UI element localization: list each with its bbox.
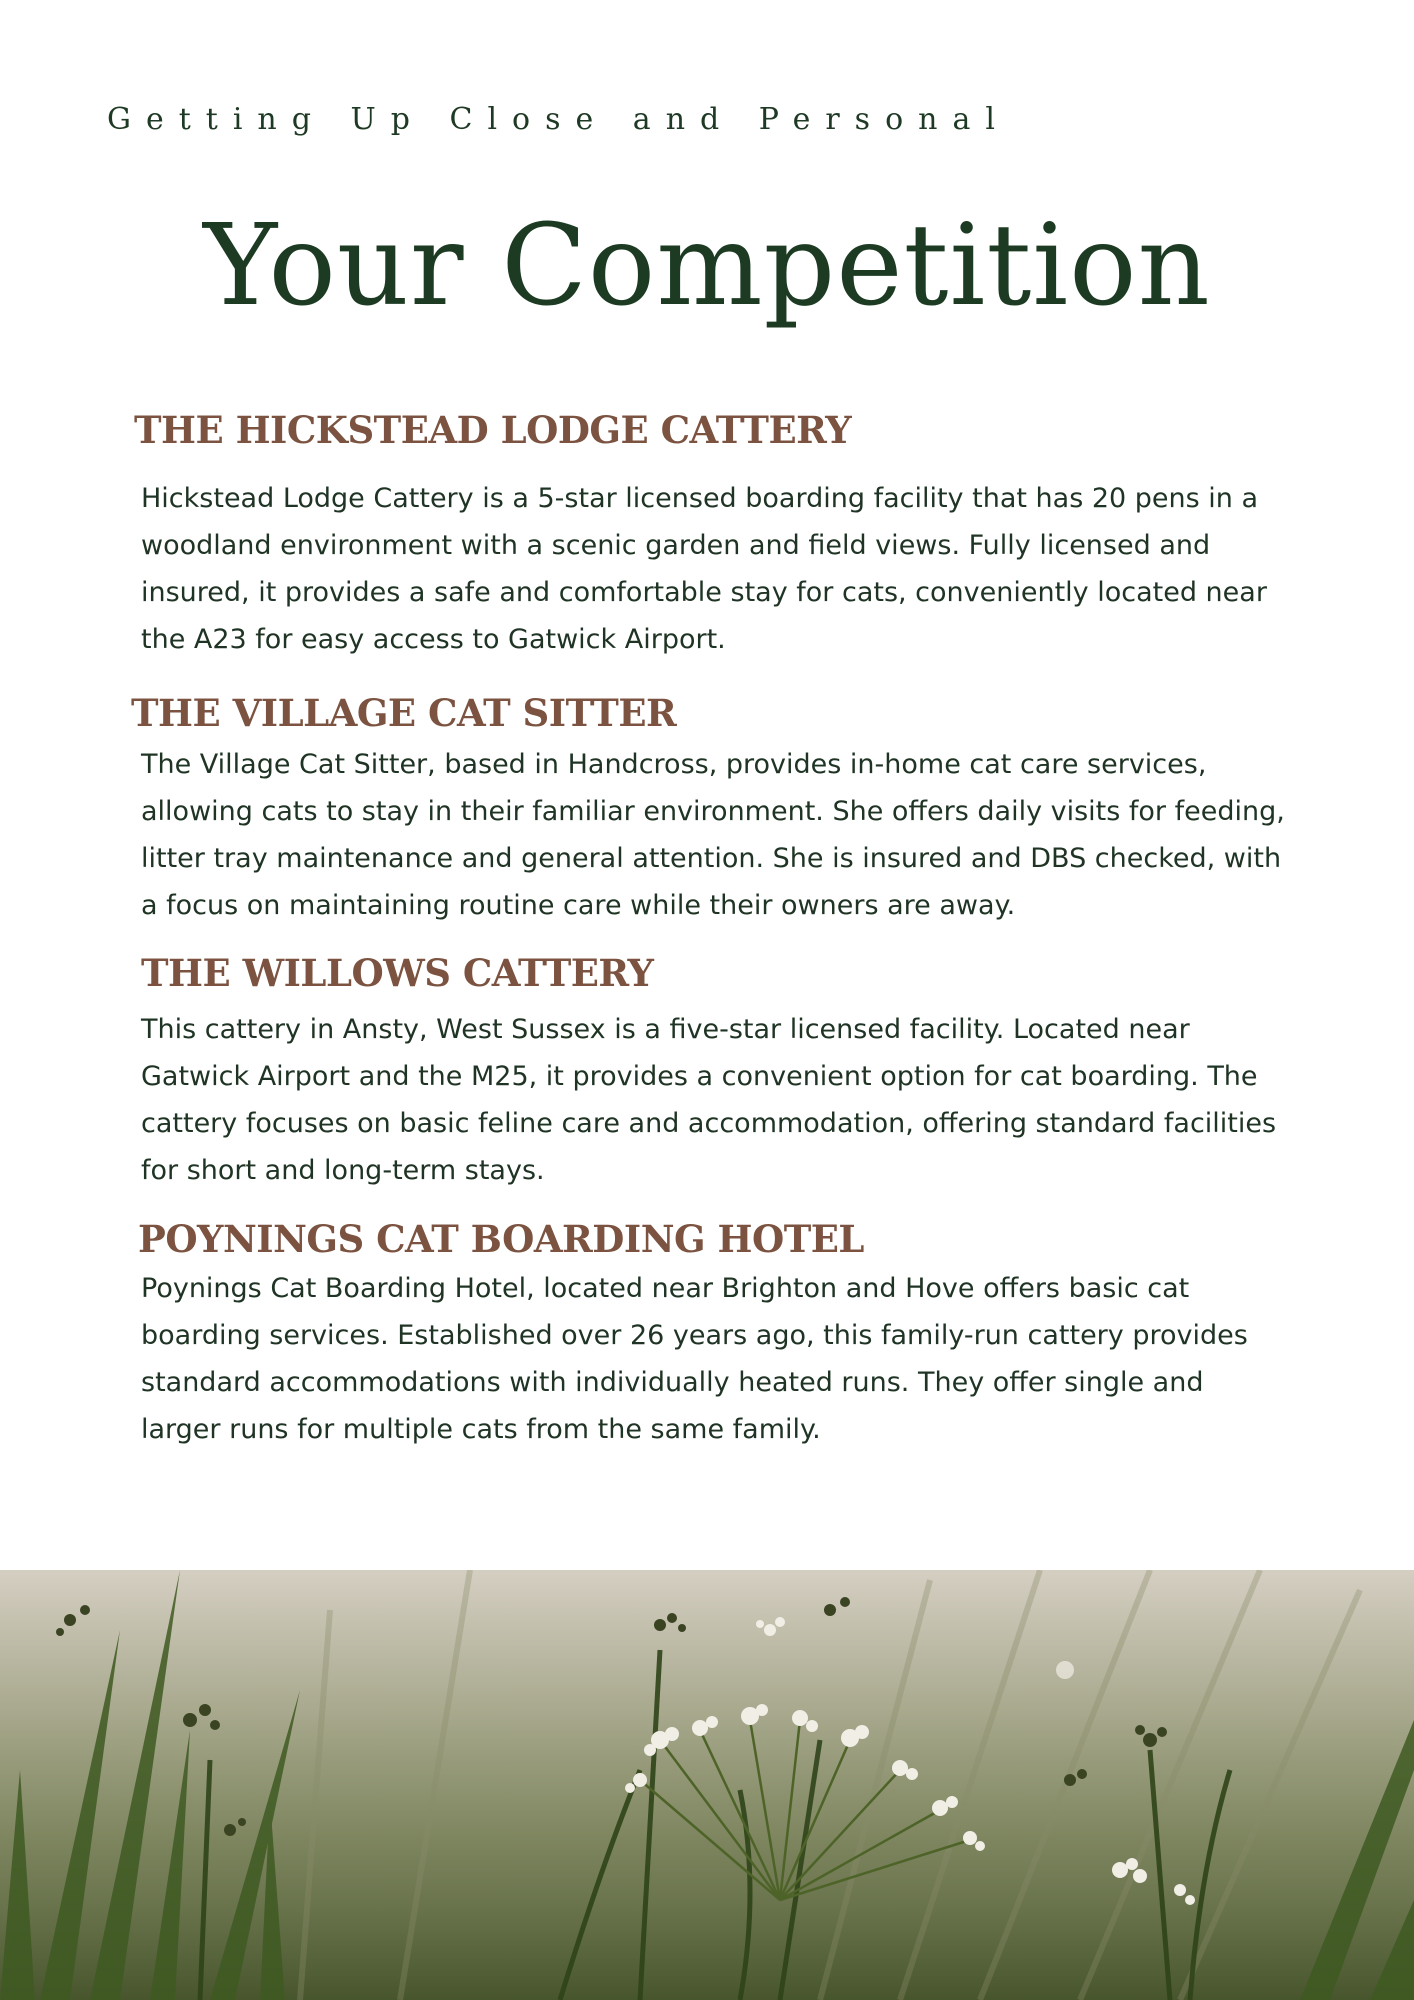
meadow-photo xyxy=(0,1570,1414,2000)
competitor-description: Poynings Cat Boarding Hotel, located near Brighton and Hove offers basic cat boarding services. Established over 26 years ago, this family-run cattery provides standard accommodations with individually heated runs. They offer single and larger runs for multiple cats from the same family. xyxy=(141,1273,1248,1445)
competitor-heading: THE VILLAGE CAT SITTER xyxy=(131,691,677,735)
competitor-description: This cattery in Ansty, West Sussex is a five-star licensed facility. Located near Gatwick Airport and the M25, it provides a convenient option for cat boarding. The cattery focuses on basic feline care and accommodation, offering standard facilities for short and long-term stays. xyxy=(141,1014,1277,1186)
competitor-description: The Village Cat Sitter, based in Handcross, provides in-home cat care services, allowing cats to stay in their familiar environment. She offers daily visits for feeding, litter tray maintenance and general attention. She is insured and DBS checked, with a focus on maintaining routine care while their owners are away. xyxy=(141,749,1285,921)
competitor-heading: THE WILLOWS CATTERY xyxy=(141,951,654,995)
eyebrow-text: Getting Up Close and Personal xyxy=(107,102,1010,137)
competitor-heading: POYNINGS CAT BOARDING HOTEL xyxy=(138,1217,864,1261)
page-title: Your Competition xyxy=(203,201,1211,331)
competitor-description: Hickstead Lodge Cattery is a 5-star licensed boarding facility that has 20 pens in a woodland environment with a scenic garden and field views. Fully licensed and insured, it provides a safe and comfortable stay for cats, conveniently located near the A23 for easy access to Gatwick Airport. xyxy=(141,483,1267,655)
competitor-heading: THE HICKSTEAD LODGE CATTERY xyxy=(134,408,852,452)
meadow-illustration xyxy=(0,1570,1414,2000)
